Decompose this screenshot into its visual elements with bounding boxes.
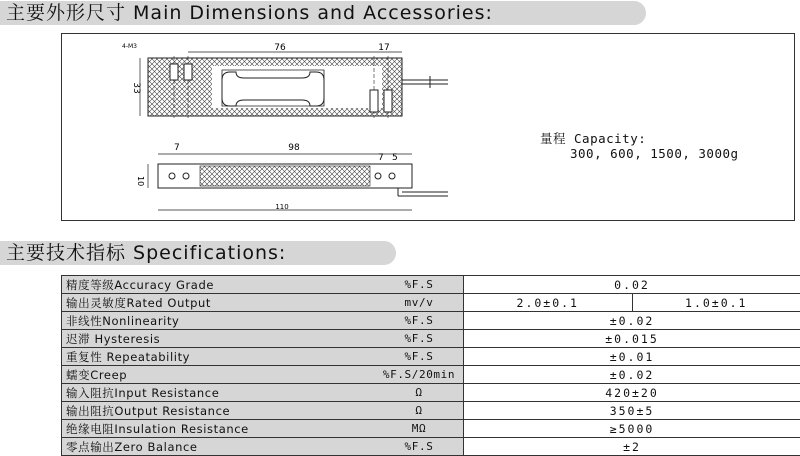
spec-row (62, 294, 800, 312)
spec-unit: %F.S (375, 276, 464, 294)
spec-value: ±0.015 (464, 330, 800, 348)
dim-side-right-b: 5 (392, 153, 398, 163)
specifications-table (61, 275, 800, 456)
spec-row (62, 312, 800, 330)
spec-unit: %F.S (375, 438, 464, 456)
spec-name: 输入阻抗Input Resistance (62, 384, 376, 402)
spec-value: 1.0±0.1 (632, 294, 800, 312)
dim-top-right: 17 (378, 43, 389, 53)
spec-unit: mv/v (375, 294, 464, 312)
spec-row (62, 402, 800, 420)
specifications-header: 主要技术指标 Specifications: (0, 241, 396, 265)
spec-value: ±2 (464, 438, 800, 456)
spec-value: 350±5 (464, 402, 800, 420)
spec-unit: %F.S (375, 330, 464, 348)
capacity-label: 量程 Capacity: (540, 129, 646, 147)
spec-name: 输出灵敏度Rated Output (62, 294, 376, 312)
spec-row (62, 420, 800, 438)
spec-value: 2.0±0.1 (464, 294, 633, 312)
spec-name: 蠕变Creep (62, 366, 376, 384)
spec-value: 0.02 (464, 276, 800, 294)
spec-name: 绝缘电阻Insulation Resistance (62, 420, 376, 438)
spec-value: ±0.02 (464, 366, 800, 384)
dimension-drawing-frame (61, 33, 795, 221)
spec-value: ≥5000 (464, 420, 800, 438)
dim-side-span: 98 (288, 143, 300, 153)
spec-row (62, 348, 800, 366)
spec-row (62, 366, 800, 384)
spec-unit: %F.S (375, 348, 464, 366)
spec-name: 迟滞 Hysteresis (62, 330, 376, 348)
dim-top-height: 33 (131, 82, 141, 93)
dim-side-length: 110 (275, 203, 288, 211)
spec-unit: %F.S (375, 312, 464, 330)
dim-side-hole-left: 7 (174, 143, 180, 153)
spec-value: 420±20 (464, 384, 800, 402)
dim-top-width: 76 (274, 43, 286, 53)
dimension-drawing (62, 34, 796, 222)
hole-label: 4-M3 (122, 43, 137, 50)
spec-name: 精度等级Accuracy Grade (62, 276, 376, 294)
spec-value: ±0.02 (464, 312, 800, 330)
top-view (122, 43, 448, 118)
dim-side-thickness: 10 (136, 176, 145, 186)
spec-row (62, 276, 800, 294)
spec-row (62, 330, 800, 348)
spec-row (62, 384, 800, 402)
spec-unit: Ω (375, 402, 464, 420)
spec-name: 重复性 Repeatability (62, 348, 376, 366)
dimensions-header: 主要外形尺寸 Main Dimensions and Accessories: (0, 1, 646, 25)
spec-row (62, 438, 800, 456)
spec-unit: %F.S/20min (375, 366, 464, 384)
capacity-values: 300, 600, 1500, 3000g (570, 146, 739, 161)
spec-unit: Ω (375, 384, 464, 402)
spec-value: ±0.01 (464, 348, 800, 366)
spec-name: 非线性Nonlinearity (62, 312, 376, 330)
spec-unit: MΩ (375, 420, 464, 438)
side-view (136, 143, 448, 211)
dim-side-right-a: 7 (378, 153, 384, 163)
spec-name: 零点输出Zero Balance (62, 438, 376, 456)
spec-name: 输出阻抗Output Resistance (62, 402, 376, 420)
